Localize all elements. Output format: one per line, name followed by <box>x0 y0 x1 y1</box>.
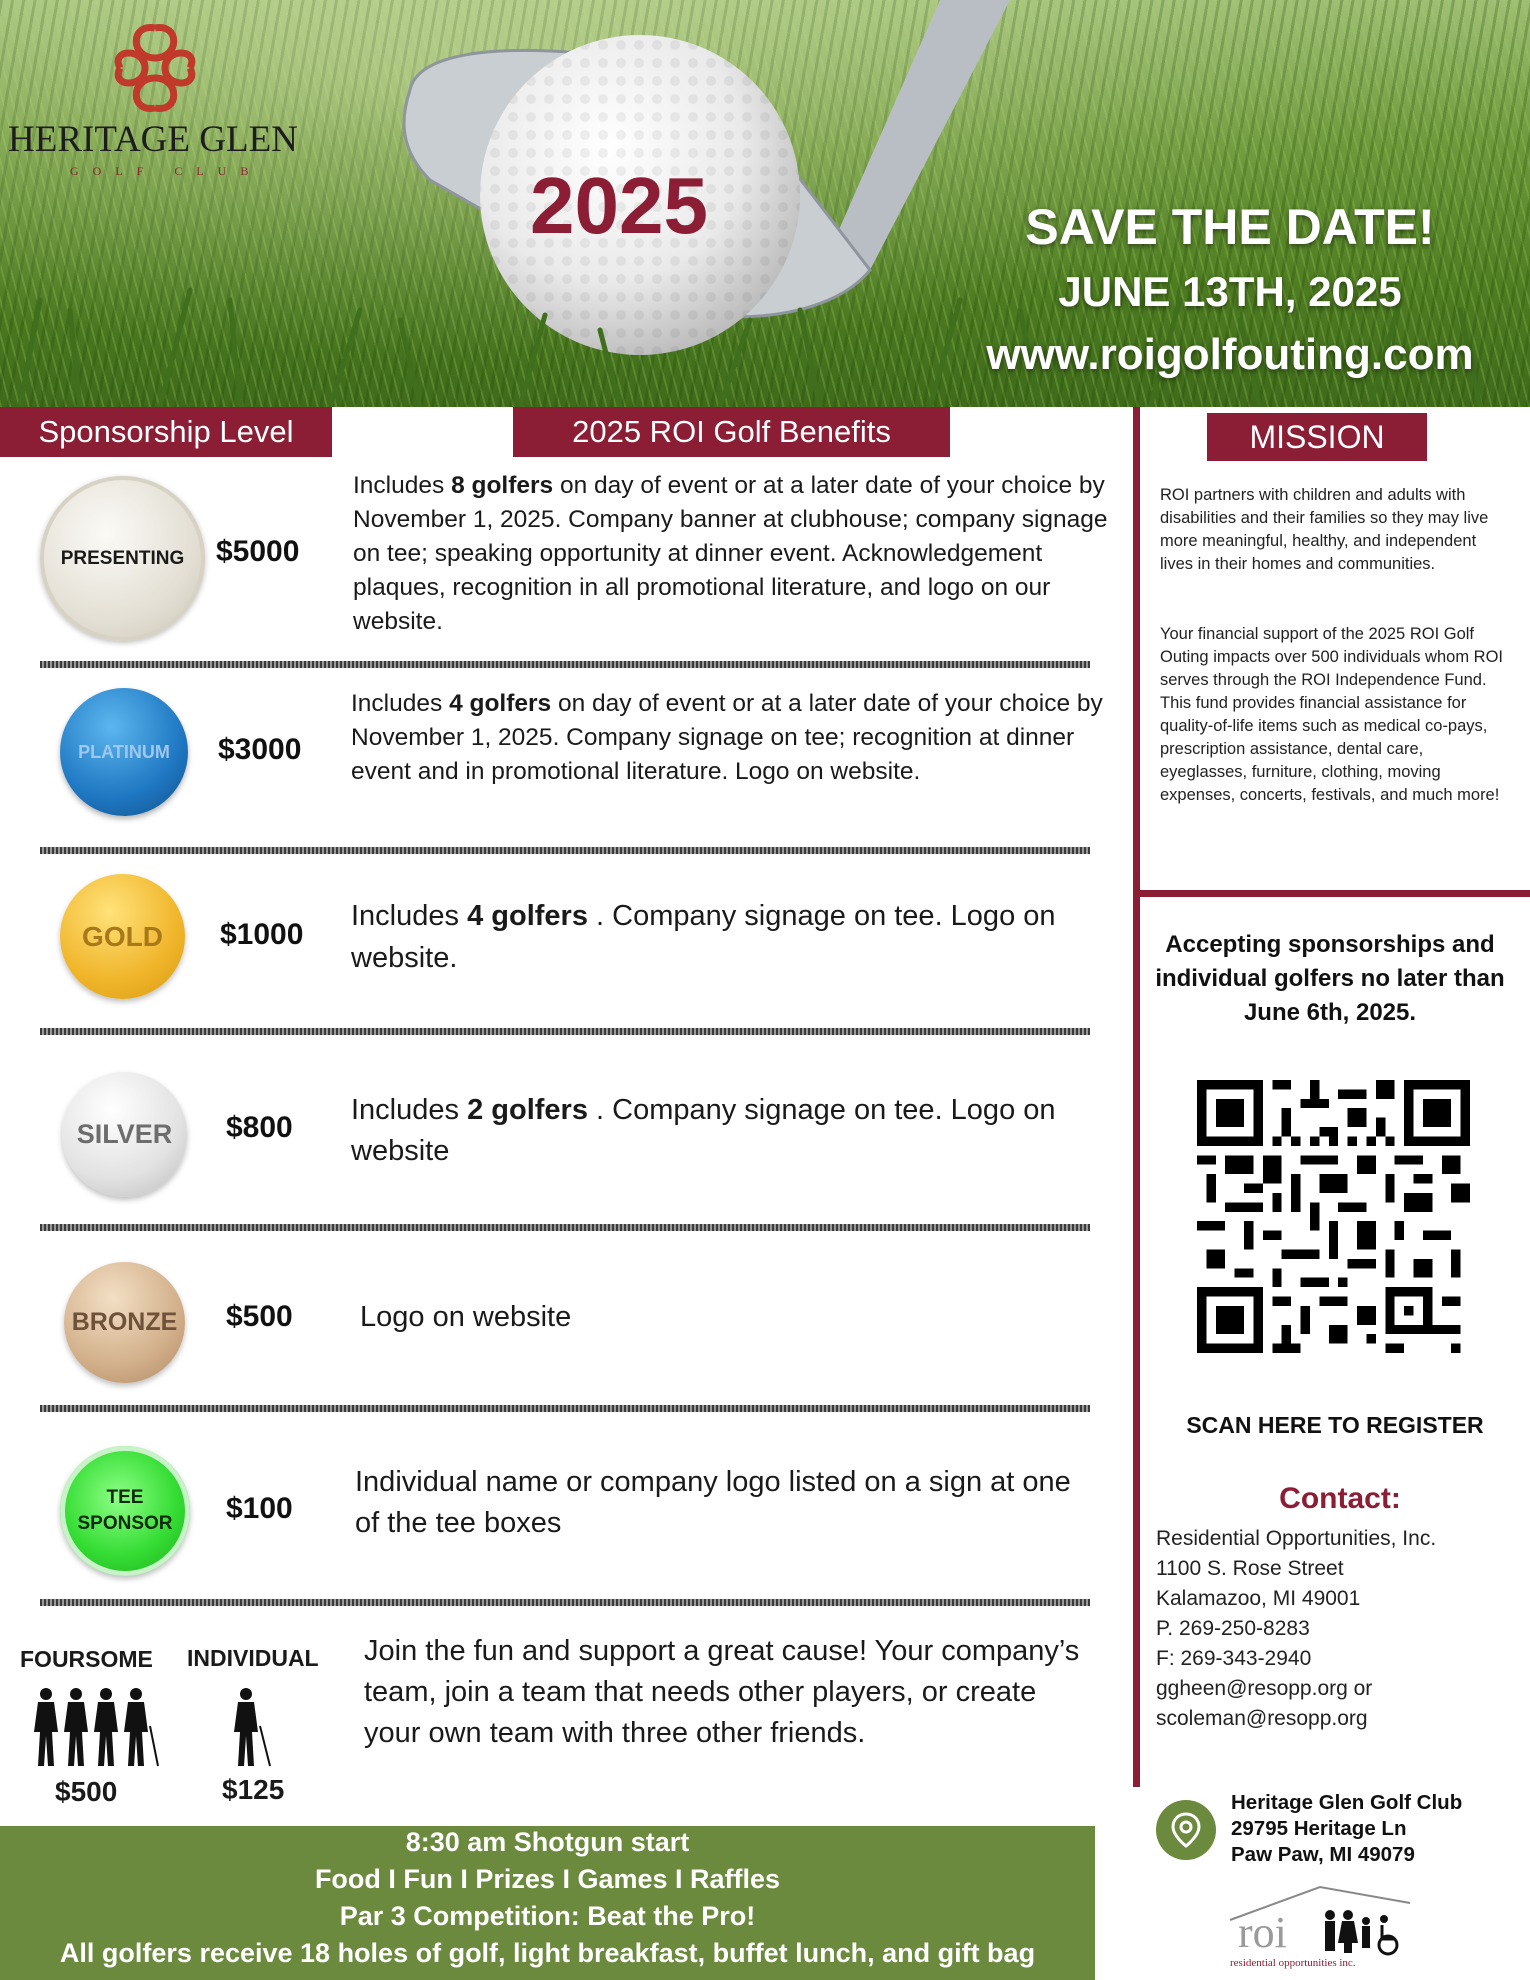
heritage-glen-emblem-icon <box>100 18 210 118</box>
roi-logo <box>1220 1885 1420 1975</box>
registration-deadline: Accepting sponsorships and individual golfers no later than June 6th, 2025. <box>1155 931 1505 1026</box>
event-website-link[interactable]: www.roigolfouting.com <box>986 330 1474 379</box>
venue-street: 29795 Heritage Ln <box>1231 1817 1407 1840</box>
roi-family-icon <box>1322 1909 1402 1957</box>
bronze-price: $500 <box>226 1300 293 1333</box>
team-invitation-text: Join the fun and support a great cause! Your company’s team, join a team that needs other players, or create your own team with three other friends. <box>364 1635 1080 1749</box>
gold-badge <box>60 874 185 999</box>
contact-organization: Residential Opportunities, Inc. <box>1156 1527 1437 1550</box>
bronze-benefits: Logo on website <box>360 1301 572 1333</box>
gold-price: $1000 <box>220 918 304 951</box>
event-date: JUNE 13TH, 2025 <box>1058 268 1402 315</box>
platinum-badge <box>60 688 188 816</box>
mission-divider <box>1140 890 1530 897</box>
presenting-badge <box>40 476 205 641</box>
golfer-silhouette-icon <box>64 1688 88 1766</box>
silver-badge <box>62 1072 187 1197</box>
presenting-benefits: Includes 8 golfers on day of event or at a later date of your choice by November 1, 2025. Company banner at clubhouse; company signage on tee; speaking opportunity at dinner event. Acknowledgement plaques, recognition in all promotional literature, and logo on our website. <box>353 472 1108 635</box>
benefits-header: 2025 ROI Golf Benefits <box>513 407 950 457</box>
qr-code-icon[interactable] <box>1197 1080 1470 1353</box>
gold-badge-label: GOLD <box>82 920 163 952</box>
contact-email-1[interactable]: ggheen@resopp.org or <box>1156 1677 1373 1700</box>
logo-subtitle: GOLF CLUB <box>70 164 263 178</box>
foursome-label: FOURSOME <box>20 1646 153 1672</box>
map-pin-icon <box>1156 1800 1216 1860</box>
logo-name: HERITAGE GLEN <box>8 119 298 160</box>
hero-banner <box>0 0 1530 407</box>
mission-statement: ROI partners with children and adults with disabilities and their families so they may live more meaningful, healthy, and independent lives in their homes and communities. <box>1160 486 1489 573</box>
tier-divider <box>40 1028 1090 1035</box>
tier-divider <box>40 1224 1090 1231</box>
roi-tagline: residential opportunities inc. <box>1230 1957 1356 1969</box>
tee-sponsor-benefits: Individual name or company logo listed on a sign at one of the tee boxes <box>355 1466 1071 1539</box>
contact-fax: F: 269-343-2940 <box>1156 1647 1312 1670</box>
individual-golfer-icon <box>230 1686 275 1768</box>
contact-street: 1100 S. Rose Street <box>1156 1557 1344 1580</box>
save-the-date-heading: SAVE THE DATE! <box>1025 199 1435 255</box>
tier-divider <box>40 847 1090 854</box>
presenting-price: $5000 <box>216 535 300 568</box>
platinum-benefits: Includes 4 golfers on day of event or at a later date of your choice by November 1, 2025. Company signage on tee; recognition at dinner event and in promotional literature. Logo on website. <box>351 690 1103 785</box>
foursome-price: $500 <box>55 1776 118 1807</box>
roi-wordmark: roi <box>1238 1908 1287 1957</box>
tee-sponsor-badge <box>60 1446 190 1576</box>
tier-divider <box>40 661 1090 668</box>
silver-price: $800 <box>226 1111 293 1144</box>
venue-city: Paw Paw, MI 49079 <box>1231 1843 1415 1866</box>
individual-price: $125 <box>222 1774 285 1805</box>
contact-city: Kalamazoo, MI 49001 <box>1156 1587 1361 1610</box>
presenting-golfer-count: 8 golfers <box>451 472 554 499</box>
gold-golfer-count: 4 golfers <box>467 900 588 932</box>
tee-sponsor-badge-line2: SPONSOR <box>77 1513 173 1534</box>
contact-email-2[interactable]: scoleman@resopp.org <box>1156 1707 1368 1730</box>
tee-sponsor-badge-line1: TEE <box>106 1487 144 1508</box>
scan-to-register-label: SCAN HERE TO REGISTER <box>1186 1412 1484 1438</box>
individual-label: INDIVIDUAL <box>187 1645 319 1671</box>
foursome-golfers-icon <box>30 1686 160 1768</box>
event-activities: Food I Fun I Prizes I Games I Raffles <box>314 1864 781 1894</box>
shotgun-start: 8:30 am Shotgun start <box>405 1827 690 1857</box>
platinum-price: $3000 <box>218 733 302 766</box>
club-shaft <box>830 0 1010 270</box>
contact-phone: P. 269-250-8283 <box>1156 1617 1310 1640</box>
par3-competition: Par 3 Competition: Beat the Pro! <box>339 1901 756 1931</box>
platinum-badge-label: PLATINUM <box>78 741 170 762</box>
bronze-badge <box>64 1262 185 1383</box>
presenting-badge-label: PRESENTING <box>60 547 185 569</box>
golfer-inclusions: All golfers receive 18 holes of golf, light breakfast, buffet lunch, and gift bag <box>59 1938 1036 1968</box>
golfer-silhouette-icon <box>124 1688 148 1766</box>
bronze-badge-label: BRONZE <box>71 1308 178 1336</box>
platinum-golfer-count: 4 golfers <box>449 690 552 717</box>
silver-badge-label: SILVER <box>76 1119 173 1149</box>
event-details-bar <box>0 1826 1095 1980</box>
mission-impact: Your financial support of the 2025 ROI Golf Outing impacts over 500 individuals whom ROI serves through the ROI Independence Fund. This fund provides financial assistance for quality-of-life items such as medical co-pays, prescription assistance, dental care, eyeglasses, furniture, clothing, moving expenses, concerts, festivals, and much more! <box>1160 625 1503 804</box>
sponsorship-level-header: Sponsorship Level <box>0 407 332 457</box>
tee-sponsor-price: $100 <box>226 1492 293 1525</box>
column-divider <box>1133 407 1140 1787</box>
contact-heading: Contact: <box>1279 1482 1401 1515</box>
tier-divider <box>40 1405 1090 1412</box>
venue-name: Heritage Glen Golf Club <box>1231 1791 1463 1814</box>
mission-header: MISSION <box>1207 413 1427 461</box>
gold-benefits: Includes 4 golfers . Company signage on tee. Logo on website. <box>351 900 1056 974</box>
golfer-silhouette-icon <box>94 1688 118 1766</box>
golfer-silhouette-icon <box>34 1688 58 1766</box>
silver-benefits: Includes 2 golfers . Company signage on tee. Logo on website <box>351 1094 1056 1167</box>
silver-golfer-count: 2 golfers <box>467 1094 588 1126</box>
hero-year: 2025 <box>530 161 708 250</box>
tier-divider <box>40 1599 1090 1606</box>
